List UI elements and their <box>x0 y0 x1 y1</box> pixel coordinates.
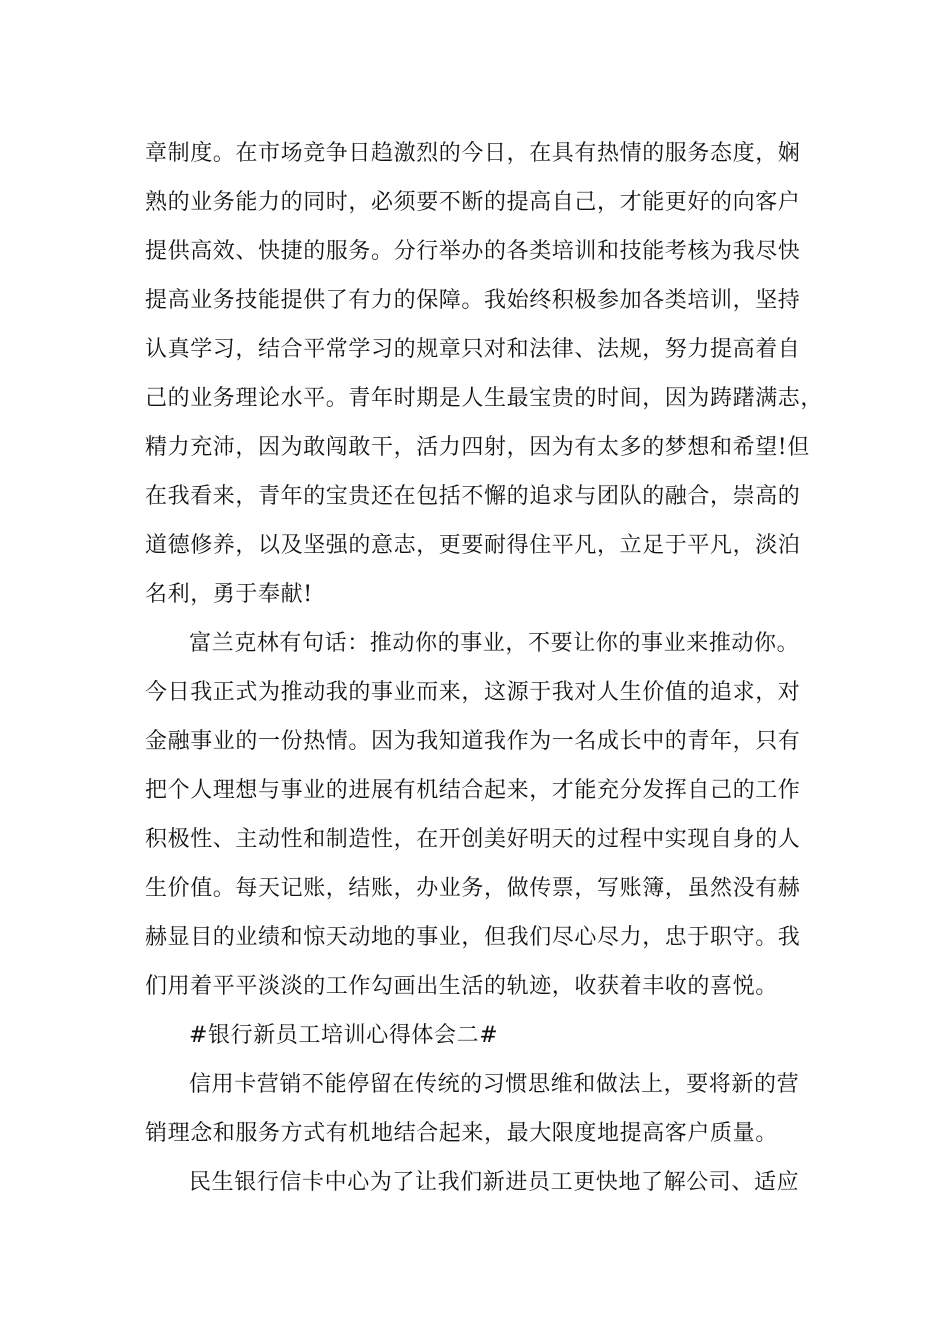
text-line: 把个人理想与事业的进展有机结合起来，才能充分发挥自己的工作 <box>145 778 801 803</box>
text-line: 赫显目的业绩和惊天动地的事业，但我们尽心尽力，忠于职守。我 <box>145 925 801 950</box>
document-body <box>145 129 825 1207</box>
text-line: 名利，勇于奉献! <box>145 582 313 607</box>
text-line: 今日我正式为推动我的事业而来，这源于我对人生价值的追求，对 <box>145 680 801 705</box>
text-line: 提高业务技能提供了有力的保障。我始终积极参加各类培训，坚持 <box>145 288 801 313</box>
text-line: #银行新员工培训心得体会二# <box>189 1023 499 1048</box>
text-line: 熟的业务能力的同时，必须要不断的提高自己，才能更好的向客户 <box>145 190 801 215</box>
text-line: 销理念和服务方式有机地结合起来，最大限度地提高客户质量。 <box>145 1121 778 1146</box>
text-line: 生价值。每天记账，结账，办业务，做传票，写账簿，虽然没有赫 <box>145 876 801 901</box>
text-line: 己的业务理论水平。青年时期是人生最宝贵的时间，因为踌躇满志， <box>145 386 824 411</box>
text-line: 积极性、主动性和制造性，在开创美好明天的过程中实现自身的人 <box>145 827 801 852</box>
text-line: 富兰克林有句话：推动你的事业，不要让你的事业来推动你。 <box>189 631 800 656</box>
text-line: 信用卡营销不能停留在传统的习惯思维和做法上，要将新的营 <box>189 1072 800 1097</box>
text-line: 提供高效、快捷的服务。分行举办的各类培训和技能考核为我尽快 <box>145 239 801 264</box>
text-line: 金融事业的一份热情。因为我知道我作为一名成长中的青年，只有 <box>145 729 801 754</box>
text-line: 章制度。在市场竞争日趋激烈的今日，在具有热情的服务态度，娴 <box>145 141 801 166</box>
text-line: 民生银行信卡中心为了让我们新进员工更快地了解公司、适应 <box>189 1170 800 1195</box>
text-line: 在我看来，青年的宝贵还在包括不懈的追求与团队的融合，崇高的 <box>145 484 801 509</box>
text-line: 道德修养，以及坚强的意志，更要耐得住平凡，立足于平凡，淡泊 <box>145 533 801 558</box>
text-line: 们用着平平淡淡的工作勾画出生活的轨迹，收获着丰收的喜悦。 <box>145 974 778 999</box>
text-line: 认真学习，结合平常学习的规章只对和法律、法规，努力提高着自 <box>145 337 801 362</box>
text-line: 精力充沛，因为敢闯敢干，活力四射，因为有太多的梦想和希望!但 <box>145 435 810 460</box>
